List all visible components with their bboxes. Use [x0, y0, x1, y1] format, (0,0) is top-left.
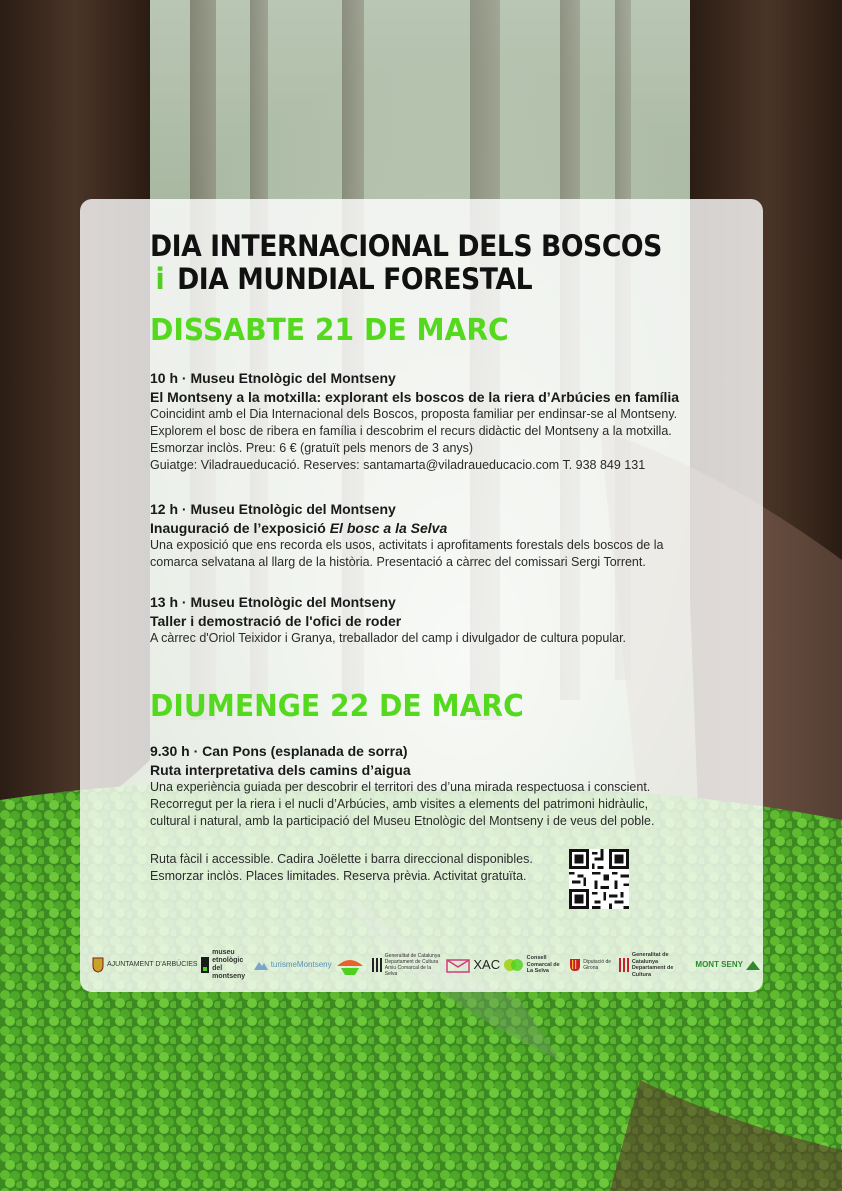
logo-label: XAC: [473, 957, 501, 972]
diputacio-icon: [570, 959, 580, 971]
event-subtitle: Taller i demostració de l'ofici de roder: [150, 613, 402, 629]
generalitat-icon: [372, 958, 382, 972]
logo-turisme: [254, 960, 332, 970]
town-crest-icon: [92, 957, 104, 973]
logo-label: turismeMontseny: [270, 960, 332, 969]
logo-xac: [446, 957, 500, 973]
museum-logo-icon: [201, 957, 209, 973]
event-line: Una experiència guiada per descobrir el territori des d’una mirada respectuosa i conscient.: [150, 780, 651, 794]
event-subtitle: El Montseny a la motxilla: explorant els boscos de la riera d’Arbúcies en família: [150, 389, 680, 405]
logo-label: Diputació de Girona: [583, 959, 612, 971]
event-line: comarca selvatana al llarg de la història. Presentació a càrrec del comissari Sergi Torrent.: [150, 555, 646, 569]
logo-generalitat: [619, 952, 692, 978]
event-line: Recorregut per la riera i el nucli d’Arbúcies, amb visites a elements del patrimoni hidràulic,: [150, 797, 649, 811]
event-sunday-notes: [150, 851, 560, 885]
title-line1: DIA INTERNACIONAL DELS BOSCOS: [150, 229, 662, 263]
event-line: Esmorzar inclòs. Preu: 6 € (gratuït pels menors de 3 anys): [150, 441, 474, 455]
sun-logo-icon: [335, 954, 365, 976]
note-line: Ruta fàcil i accessible. Cadira Joëlette i barra direccional disponibles.: [150, 852, 533, 866]
logo-label: Generalitat de Catalunya Departament de Cultura: [631, 952, 674, 978]
event-line: Explorem el bosc de ribera en família i descobrim el recurs didàctic del Montseny a la motxilla.: [150, 424, 672, 438]
logo-diputacio: [570, 959, 615, 971]
qr-code[interactable]: [569, 849, 629, 909]
logo-label: AJUNTAMENT D'ARBÚCIES: [107, 961, 198, 968]
event-subtitle: [150, 519, 740, 537]
event-saturday-10h: [150, 369, 740, 474]
logo-museu: [201, 949, 250, 981]
title-ampersand: i: [155, 262, 165, 296]
event-saturday-13h: [150, 593, 740, 647]
saturday-heading: DISSABTE 21 DE MARC: [150, 313, 509, 348]
mountain-icon: [254, 960, 268, 970]
logo-consell-comarcal: [504, 955, 567, 975]
event-saturday-12h: [150, 500, 740, 571]
title-line2: DIA MUNDIAL FORESTAL: [177, 262, 533, 296]
event-line: Guiatge: Viladraueducació. Reserves: santamarta@viladraueducacio.com T. 938 849 131: [150, 458, 646, 472]
note-line: Esmorzar inclòs. Places limitades. Reserva prèvia. Activitat gratuïta.: [150, 869, 527, 883]
logo-label: Consell Comarcal de La Selva: [526, 955, 560, 975]
sponsor-logos: [92, 948, 760, 982]
event-line: Una exposició que ens recorda els usos, activitats i aprofitaments forestals dels boscos de la: [150, 538, 664, 552]
event-line: A càrrec d'Oriol Teixidor i Granya, treballador del camp i divulgador de cultura popular.: [150, 631, 627, 645]
consell-icon: [504, 958, 524, 972]
event-head: 12 h · Museu Etnològic del Montseny: [150, 501, 396, 517]
event-subtitle: Ruta interpretativa dels camins d’aigua: [150, 762, 411, 778]
logo-label: museu etnològic del montseny: [212, 949, 246, 980]
logo-sun: [335, 954, 368, 976]
page-title: [150, 230, 662, 296]
event-head: 13 h · Museu Etnològic del Montseny: [150, 594, 396, 610]
event-head: 10 h · Museu Etnològic del Montseny: [150, 370, 396, 386]
logo-label: Generalitat de Catalunya Departament de Cultura Arxiu Comarcal de la Selva: [384, 953, 441, 977]
event-sunday: [150, 742, 740, 830]
xac-icon: [446, 957, 470, 973]
logo-arxiu-comarcal: [372, 953, 443, 977]
logo-label: MONT SENY: [695, 960, 743, 969]
event-subtitle-prefix: Inauguració de l’exposició: [150, 520, 330, 536]
sunday-heading: DIUMENGE 22 DE MARC: [150, 689, 524, 724]
event-line: Coincidint amb el Dia Internacional dels Boscos, proposta familiar per endinsar-se al Montseny.: [150, 407, 678, 421]
event-line: cultural i natural, amb la participació del Museu Etnològic del Montseny i de veus del poble.: [150, 814, 655, 828]
qr-code-icon: [569, 849, 629, 909]
generalitat-icon: [619, 958, 629, 972]
exhibition-title: El bosc a la Selva: [329, 520, 448, 536]
logo-montseny: [695, 960, 760, 970]
logo-ajuntament: [92, 957, 198, 973]
event-head: 9.30 h · Can Pons (esplanada de sorra): [150, 743, 408, 759]
montseny-icon: [746, 960, 760, 970]
